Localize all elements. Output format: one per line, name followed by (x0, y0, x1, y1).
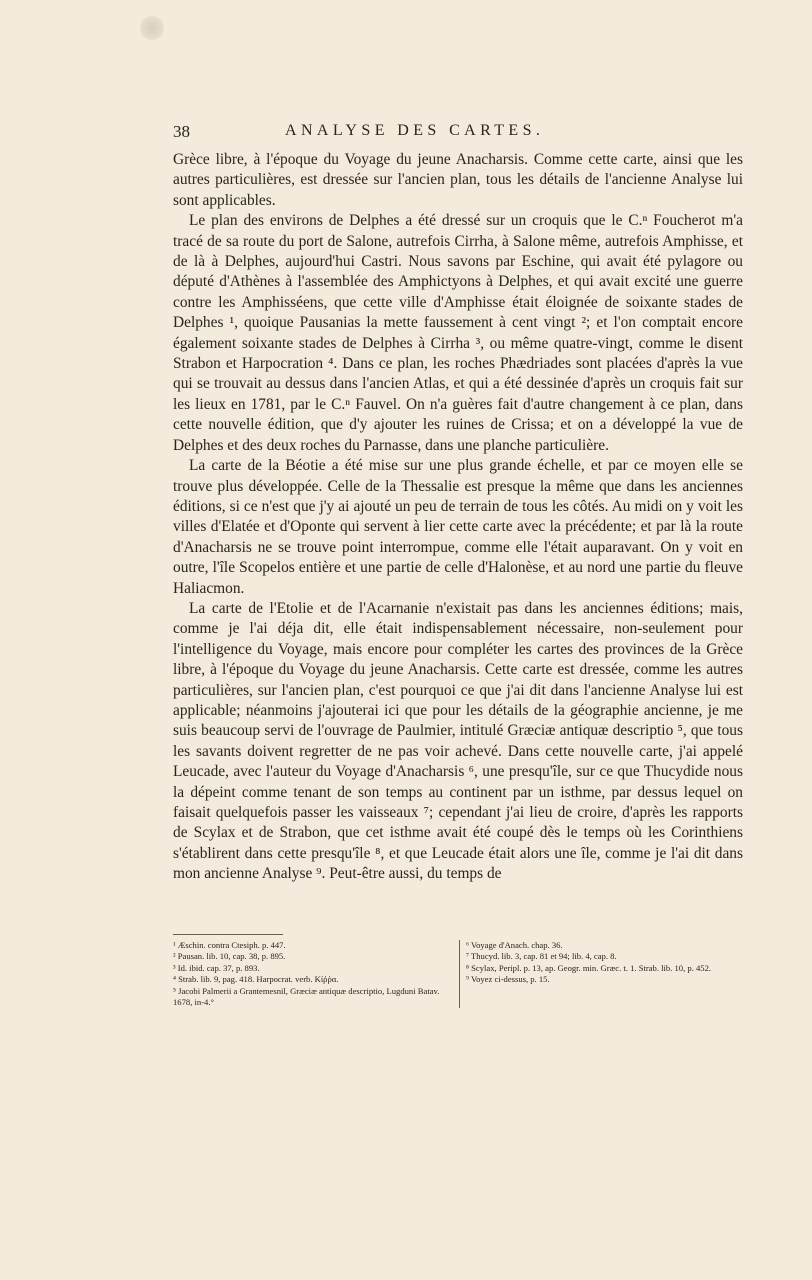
page (173, 120, 743, 1008)
paragraph: Grèce libre, à l'époque du Voyage du jeune Anacharsis. Comme cette carte, ainsi que les autres particulières, est dressée sur l'ancien plan, tous les détails de l'ancienne Analyse lui sont applicables. (173, 151, 743, 209)
footnote-rule (173, 934, 283, 935)
footnote: ³ Id. ibid. cap. 37, p. 893. (173, 962, 260, 973)
paper-stain (140, 16, 164, 40)
footnote: ¹ Æschin. contra Ctesiph. p. 447. (173, 940, 286, 950)
body-text (173, 150, 743, 885)
footnotes-left-column (173, 940, 453, 1008)
footnote: ⁹ Voyez ci-dessus, p. 15. (466, 974, 550, 985)
paragraph: Le plan des environs de Delphes a été dressé sur un croquis que le C.ⁿ Foucherot m'a tracé de sa route du port de Salone, autrefois Cirrha, à Salone même, autrefois Amphisse, et de là à Delphes, aujourd'hui Castri. Nous savons par Eschine, qui avait été pylagore ou député d'Athènes à l'assemblée des Amphictyons à Delphes, et qui avait excité une guerre contre les Amphisséens, que cette ville d'Amphisse était éloignée de soixante stades de Delphes ¹, quoique Pausanias la mette faussement à cent vingt ²; et l'on comptait encore également soixante stades de Delphes à Cirrha ³, ou même quatre-vingt, comme le disent Strabon et Harpocration ⁴. Dans ce plan, les roches Phædriades sont placées d'après la vue qui se trouvait au dessus dans l'ancien Atlas, et qui a été dessinée d'après un croquis fait sur les lieux en 1781, par le C.ⁿ Fauvel. On n'a guères fait d'autre changement à ce plan, dans cette nouvelle édition, que d'y ajouter les ruines de Crissa; et on a développé la vue de Delphes et des deux roches du Parnasse, dans une planche particulière. (173, 212, 743, 454)
page-number: 38 (173, 122, 190, 141)
footnote: ² Pausan. lib. 10, cap. 38, p. 895. (173, 951, 286, 962)
paragraph: La carte de la Béotie a été mise sur une plus grande échelle, et par ce moyen elle se trouve plus développée. Celle de la Thessalie est presque la même que dans les anciennes éditions, si ce n'est que j'y ai ajouté un peu de terrain de tous les côtés. Au midi on y voit les villes d'Elatée et d'Oponte qui servent à lier cette carte avec la précédente; et par là la route d'Anacharsis ne se trouve point interrompue, comme elle l'était auparavant. On y voit en outre, l'île Scopelos entière et une partie de celle d'Halonèse, et au nord une partie du fleuve Haliacmon. (173, 457, 743, 597)
running-title: ANALYSE DES CARTES. (285, 122, 545, 139)
footnote: ⁷ Thucyd. lib. 3, cap. 81 et 94; lib. 4, cap. 8. (466, 951, 617, 962)
footnote: ⁸ Scylax, Peripl. p. 13, ap. Geogr. min. Græc. t. 1. Strab. lib. 10, p. 452. (466, 962, 712, 973)
footnotes-right-column (459, 940, 739, 1008)
footnote: ⁴ Strab. lib. 9, pag. 418. Harpocrat. verb. Κίῤῥα. (173, 974, 339, 985)
paragraph: La carte de l'Etolie et de l'Acarnanie n'existait pas dans les anciennes éditions; mais, comme je l'ai déja dit, elle était indispensablement nécessaire, non-seulement pour l'intelligence du Voyage, mais encore pour compléter les cartes des provinces de la Grèce libre, à l'époque du Voyage du jeune Anacharsis. Cette carte est dressée, comme les autres particulières, sur l'ancien plan, c'est pourquoi ce que j'ai dit dans l'ancienne Analyse lui est applicable; néanmoins j'ajouterai ici que pour les détails de la géographie ancienne, je me suis beaucoup servi de l'ouvrage de Paulmier, intitulé Græciæ antiquæ descriptio ⁵, que tous les savants doivent regretter de ne pas voir achevé. Dans cette nouvelle carte, j'ai appelé Leucade, avec l'auteur du Voyage d'Anacharsis ⁶, une presqu'île, sur ce que Thucydide nous la dépeint comme tenant de son temps au continent par un isthme, par dessus lequel on faisait quelquefois passer les vaisseaux ⁷; cependant j'ai lieu de croire, d'après les rapports de Scylax et de Strabon, que cet isthme avait été coupé dès le temps où les Corinthiens s'établirent dans cette presqu'île ⁸, et que Leucade était alors une île, comme je l'ai dit dans mon ancienne Analyse ⁹. Peut-être aussi, du temps de (173, 599, 743, 883)
footnote: ⁵ Jacobi Palmerii a Grantemesnil, Græciæ antiquæ descriptio, Lugduni Batav. 1678, in-4.° (173, 985, 440, 1008)
page-header (173, 120, 743, 150)
footnotes (173, 940, 743, 1008)
footnote: ⁶ Voyage d'Anach. chap. 36. (466, 940, 563, 950)
